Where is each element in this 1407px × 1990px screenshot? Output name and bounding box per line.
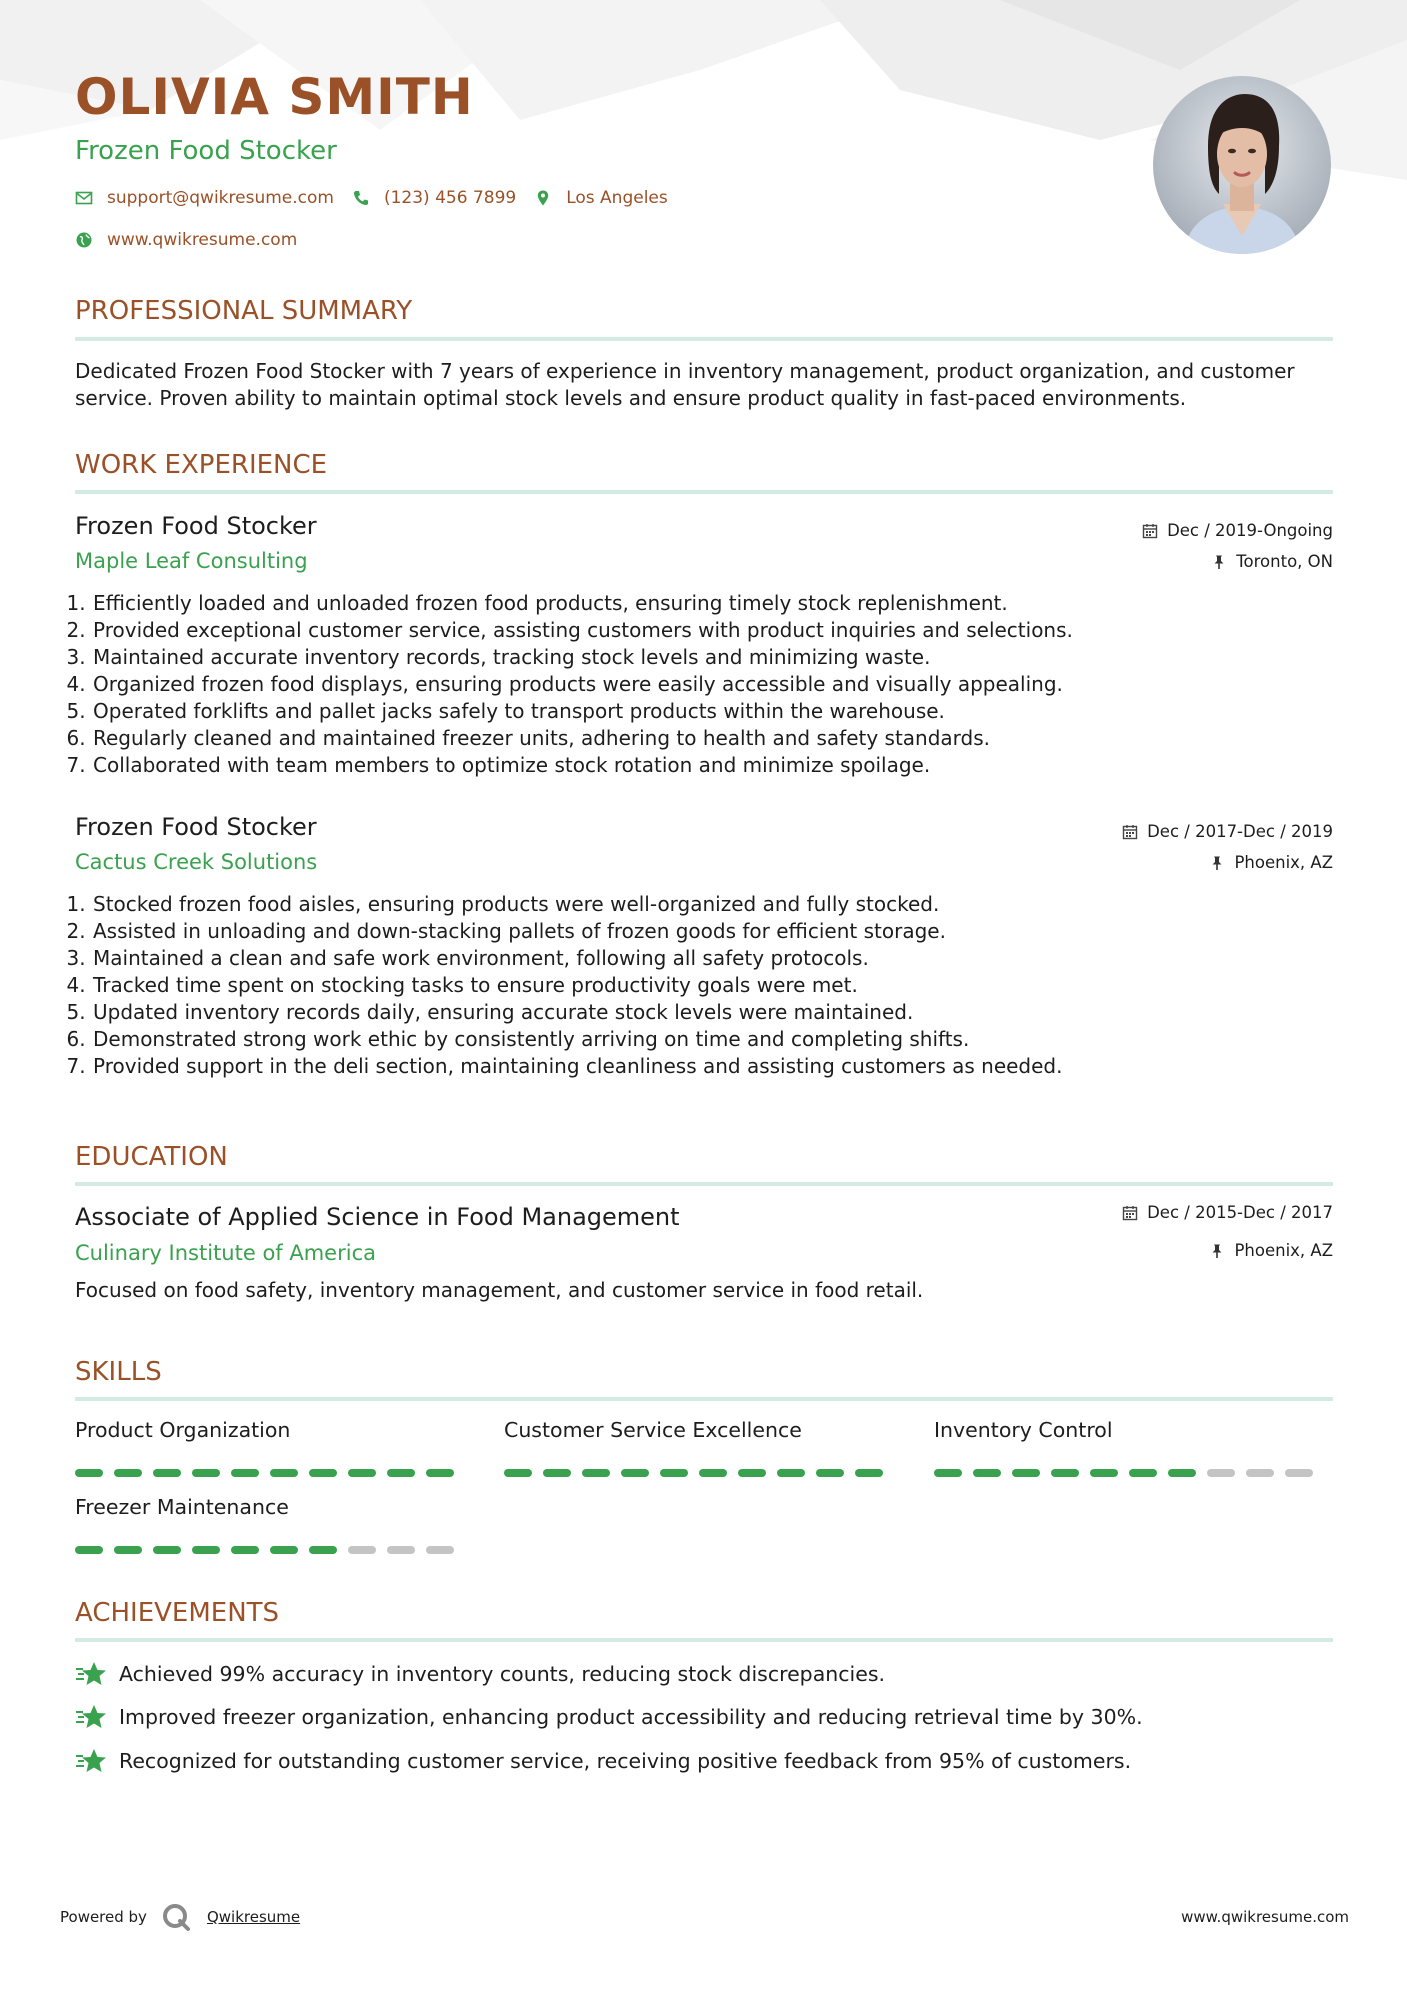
section-divider [75,337,1333,341]
skill-dash-filled [309,1546,337,1554]
skill-dash-filled [973,1469,1001,1477]
skill-item [75,1495,455,1519]
achievement-text: Achieved 99% accuracy in inventory counts, reducing stock discrepancies. [119,1662,886,1686]
summary-text: Dedicated Frozen Food Stocker with 7 years of experience in inventory management, product organization, and customer service. Proven ability to maintain optimal stock levels and ensure product quality in fast-paced environments. [75,359,1295,410]
job-company: Cactus Creek Solutions [75,850,318,874]
duty-item: 2. Assisted in unloading and down-stacking pallets of frozen goods for efficient storage. [92,918,1332,945]
contact-website[interactable] [75,230,297,250]
duty-item: 5. Updated inventory records daily, ensuring accurate stock levels were maintained. [92,999,1332,1026]
duty-item: 2. Provided exceptional customer service, assisting customers with product inquiries and selections. [92,617,1332,644]
duty-item: 7. Provided support in the deli section, maintaining cleanliness and assisting customers as needed. [92,1053,1332,1080]
section-divider [75,490,1333,494]
achievement-text: Recognized for outstanding customer service, receiving positive feedback from 95% of customers. [119,1749,1132,1773]
skill-level-bar [75,1469,465,1477]
section-divider [75,1182,1333,1186]
skill-level-bar [934,1469,1324,1477]
calendar-icon [1142,523,1158,539]
skill-dash-filled [270,1546,298,1554]
skill-dash-filled [309,1469,337,1477]
skill-dash-filled [738,1469,766,1477]
contact-row [75,188,686,208]
skill-dash-empty [426,1546,454,1554]
duty-item: 3. Maintained a clean and safe work environment, following all safety protocols. [92,945,1332,972]
section-title-skills: SKILLS [75,1357,162,1387]
powered-by-text: Powered by [60,1908,147,1926]
job-title: Frozen Food Stocker [75,512,317,540]
calendar-icon [1122,824,1138,840]
duty-item: 1. Stocked frozen food aisles, ensuring products were well-organized and fully stocked. [92,891,1332,918]
candidate-name: OLIVIA SMITH [75,68,474,126]
skill-dash-filled [777,1469,805,1477]
skill-dash-filled [348,1469,376,1477]
education-description: Focused on food safety, inventory management, and customer service in food retail. [75,1278,924,1302]
skill-dash-filled [387,1469,415,1477]
skill-dash-filled [855,1469,883,1477]
skill-dash-filled [660,1469,688,1477]
job-company: Maple Leaf Consulting [75,549,308,573]
skill-dash-filled [153,1469,181,1477]
job-location [1209,853,1333,872]
skill-dash-filled [426,1469,454,1477]
education-location [1209,1241,1333,1260]
skill-dash-empty [1207,1469,1235,1477]
duty-item: 4. Organized frozen food displays, ensuring products were easily accessible and visually appealing. [92,671,1332,698]
section-title-education: EDUCATION [75,1142,228,1172]
skill-dash-filled [1051,1469,1079,1477]
skill-dash-empty [348,1546,376,1554]
skill-dash-filled [1129,1469,1157,1477]
skill-name: Freezer Maintenance [75,1495,289,1519]
education-dates-text: Dec / 2015-Dec / 2017 [1147,1203,1333,1222]
pushpin-icon [1209,1243,1225,1259]
skill-name: Product Organization [75,1418,291,1442]
skill-dash-empty [1246,1469,1274,1477]
skill-level-bar [75,1546,465,1554]
job-dates [1122,822,1333,841]
footer-powered-by [60,1902,300,1932]
pushpin-icon [1209,855,1225,871]
contact-email[interactable] [75,188,334,208]
job-duties-list [75,590,1332,779]
section-divider [75,1397,1333,1401]
skill-dash-filled [1090,1469,1118,1477]
duty-item: 3. Maintained accurate inventory records, tracking stock levels and minimizing waste. [92,644,1332,671]
pushpin-icon [1211,554,1227,570]
skill-name: Inventory Control [934,1418,1113,1442]
achievement-item [75,1747,1131,1775]
star-badge-icon [75,1747,107,1775]
duty-item: 1. Efficiently loaded and unloaded frozen food products, ensuring timely stock replenishment. [92,590,1332,617]
skill-dash-filled [75,1546,103,1554]
duty-item: 5. Operated forklifts and pallet jacks safely to transport products within the warehouse. [92,698,1332,725]
skill-item [75,1418,455,1442]
job-location-text: Phoenix, AZ [1234,853,1333,872]
job-dates-text: Dec / 2017-Dec / 2019 [1147,822,1333,841]
star-badge-icon [75,1660,107,1688]
education-location-text: Phoenix, AZ [1234,1241,1333,1260]
footer-website[interactable]: www.qwikresume.com [1181,1908,1349,1926]
duty-item: 4. Tracked time spent on stocking tasks to ensure productivity goals were met. [92,972,1332,999]
section-title-achievements: ACHIEVEMENTS [75,1598,280,1628]
duty-item: 6. Demonstrated strong work ethic by consistently arriving on time and completing shifts. [92,1026,1332,1053]
contact-row-website [75,230,315,250]
profile-photo [1153,76,1331,254]
achievement-text: Improved freezer organization, enhancing product accessibility and reducing retrieval time by 30%. [119,1705,1143,1729]
job-location-text: Toronto, ON [1236,552,1333,571]
skill-dash-empty [387,1546,415,1554]
job-dates [1142,521,1333,540]
job-dates-text: Dec / 2019-Ongoing [1167,521,1333,540]
skill-dash-filled [699,1469,727,1477]
education-degree: Associate of Applied Science in Food Management [75,1203,680,1231]
skill-dash-filled [1168,1469,1196,1477]
contact-phone[interactable] [352,188,516,208]
achievement-item [75,1703,1143,1731]
education-school: Culinary Institute of America [75,1241,376,1265]
skill-dash-filled [582,1469,610,1477]
skill-dash-filled [934,1469,962,1477]
job-title: Frozen Food Stocker [75,813,317,841]
contact-location [534,188,668,208]
qwikresume-logo-icon [161,1902,191,1932]
section-divider [75,1638,1333,1642]
phone-icon [352,189,370,207]
skill-dash-filled [621,1469,649,1477]
duty-item: 7. Collaborated with team members to optimize stock rotation and minimize spoilage. [92,752,1332,779]
skill-dash-filled [543,1469,571,1477]
location-text: Los Angeles [566,188,668,208]
skill-dash-filled [75,1469,103,1477]
job-duties-list [75,891,1332,1080]
skill-level-bar [504,1469,894,1477]
email-text: support@qwikresume.com [107,188,334,208]
skill-dash-filled [153,1546,181,1554]
skill-dash-empty [1285,1469,1313,1477]
section-title-summary: PROFESSIONAL SUMMARY [75,296,413,326]
star-badge-icon [75,1703,107,1731]
skill-dash-filled [270,1469,298,1477]
envelope-icon [75,189,93,207]
skill-dash-filled [504,1469,532,1477]
skill-dash-filled [231,1546,259,1554]
skill-dash-filled [114,1546,142,1554]
globe-icon [75,231,93,249]
map-pin-icon [534,189,552,207]
skill-dash-filled [231,1469,259,1477]
skill-name: Customer Service Excellence [504,1418,802,1442]
duty-item: 6. Regularly cleaned and maintained freezer units, adhering to health and safety standards. [92,725,1332,752]
skill-dash-filled [192,1546,220,1554]
website-text: www.qwikresume.com [107,230,298,250]
phone-text: (123) 456 7899 [383,188,517,208]
qwikresume-link[interactable]: Qwikresume [206,1908,301,1926]
job-location [1211,552,1333,571]
skill-dash-filled [192,1469,220,1477]
skill-dash-filled [1012,1469,1040,1477]
skill-item [504,1418,884,1442]
achievement-item [75,1660,885,1688]
calendar-icon [1122,1205,1138,1221]
skill-item [934,1418,1314,1442]
skill-dash-filled [816,1469,844,1477]
education-dates [1122,1203,1333,1222]
skill-dash-filled [114,1469,142,1477]
candidate-title: Frozen Food Stocker [75,136,337,166]
section-title-experience: WORK EXPERIENCE [75,450,328,480]
